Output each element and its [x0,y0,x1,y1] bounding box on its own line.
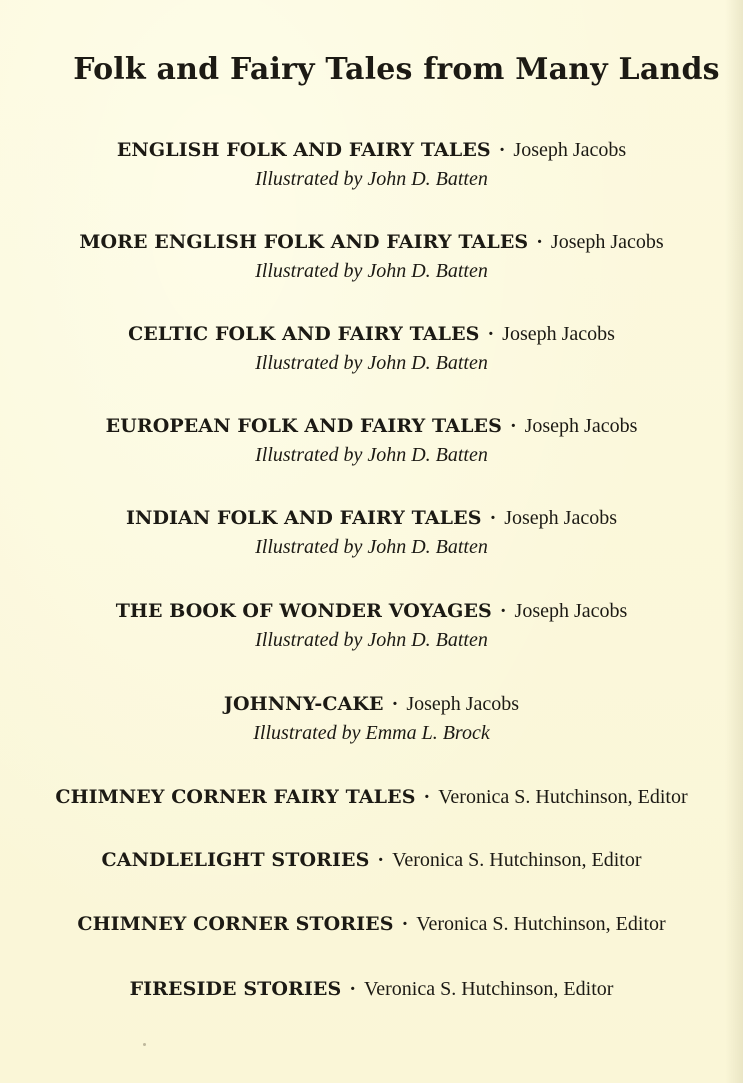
book-author: Joseph Jacobs [406,693,520,715]
book-entry-chimney-corner-stories [0,910,743,938]
book-author: Veronica S. Hutchinson, Editor [438,786,688,808]
book-entry-english-folk [0,136,743,192]
book-illustrator: Illustrated by John D. Batten [255,629,488,651]
book-line [0,975,743,1003]
book-author: Joseph Jacobs [504,507,617,529]
book-illustrator: Illustrated by John D. Batten [255,168,488,190]
book-entry-chimney-corner-fairy [0,783,743,811]
book-line [0,690,743,718]
book-title: THE BOOK OF WONDER VOYAGES [115,600,492,622]
book-title: CHIMNEY CORNER FAIRY TALES [55,786,416,808]
separator-dot: · [423,786,431,808]
book-title: CELTIC FOLK AND FAIRY TALES [128,323,480,345]
book-entry-candlelight [0,846,743,874]
book-author: Joseph Jacobs [514,600,628,622]
book-illustrator: Illustrated by John D. Batten [255,352,488,374]
book-line [0,320,743,348]
separator-dot: · [487,323,495,345]
book-title: MORE ENGLISH FOLK AND FAIRY TALES [79,231,529,253]
book-line [0,412,743,440]
book-line [0,597,743,625]
separator-dot: · [401,913,409,935]
separator-dot: · [536,231,543,253]
book-line [0,136,743,164]
separator-dot: · [349,978,356,1000]
book-line [0,846,743,874]
book-author: Joseph Jacobs [524,415,638,437]
book-entry-fireside [0,975,743,1003]
separator-dot: · [391,693,399,715]
separator-dot: · [498,139,506,161]
book-illustrator: Illustrated by Emma L. Brock [253,722,490,744]
separator-dot: · [489,507,497,529]
book-illustrator: Illustrated by John D. Batten [255,536,488,558]
paper-speck [143,1043,146,1046]
book-entry-celtic-folk [0,320,743,376]
book-title: CHIMNEY CORNER STORIES [77,913,394,935]
book-author: Veronica S. Hutchinson, Editor [392,849,642,871]
book-title: ENGLISH FOLK AND FAIRY TALES [116,139,491,161]
separator-dot: · [377,849,385,871]
separator-dot: · [499,600,507,622]
book-title: EUROPEAN FOLK AND FAIRY TALES [105,415,502,437]
book-author: Veronica S. Hutchinson, Editor [416,913,666,935]
book-line [0,504,743,532]
book-illustrator: Illustrated by John D. Batten [255,260,488,282]
book-title: JOHNNY-CAKE [223,693,384,715]
book-entry-more-english-folk [0,228,743,284]
book-author: Veronica S. Hutchinson, Editor [364,978,614,1000]
book-author: Joseph Jacobs [550,231,664,253]
book-line [0,783,743,811]
book-line [0,910,743,938]
book-title: INDIAN FOLK AND FAIRY TALES [125,507,482,529]
book-title: CANDLELIGHT STORIES [101,849,370,871]
page-title: Folk and Fairy Tales from Many Lands [73,52,720,87]
book-illustrator: Illustrated by John D. Batten [255,444,488,466]
book-entry-johnny-cake [0,690,743,746]
book-entry-indian-folk [0,504,743,560]
book-author: Joseph Jacobs [502,323,615,345]
book-entry-wonder-voyages [0,597,743,653]
book-line [0,228,743,256]
book-author: Joseph Jacobs [513,139,627,161]
separator-dot: · [509,415,517,437]
book-title: FIRESIDE STORIES [129,978,342,1000]
book-entry-european-folk [0,412,743,468]
